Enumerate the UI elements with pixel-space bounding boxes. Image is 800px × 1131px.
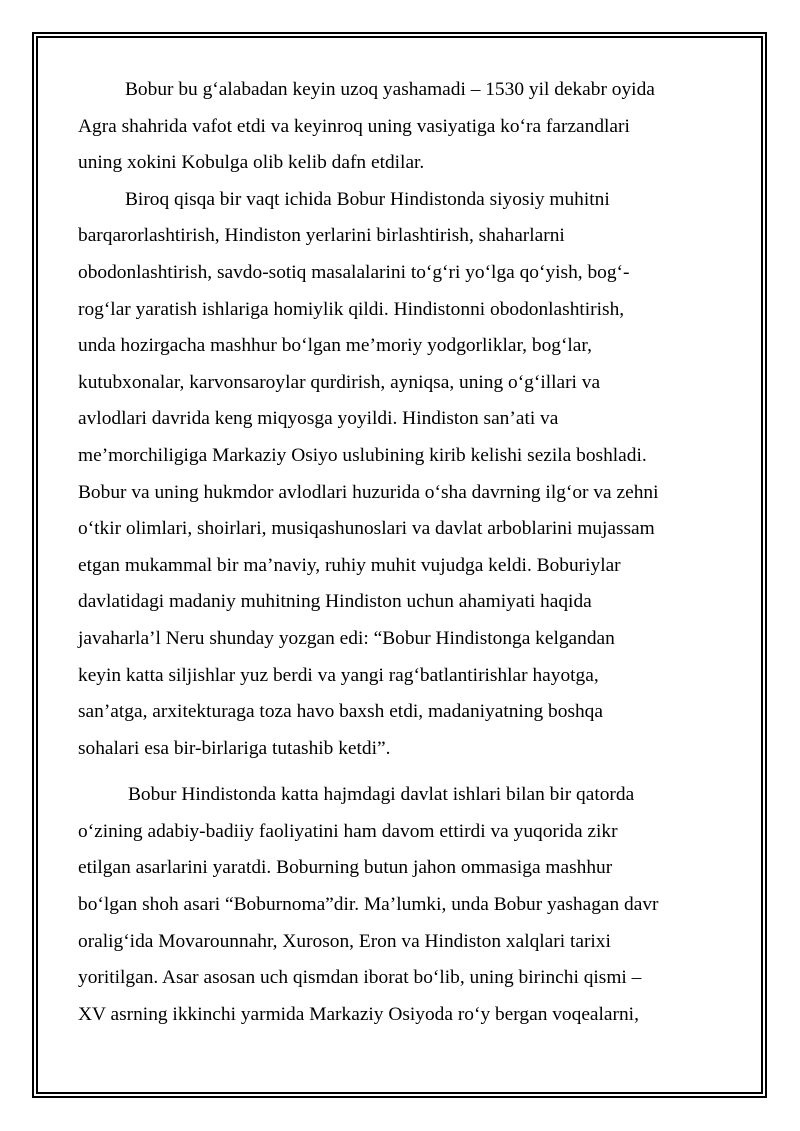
text-line: etgan mukammal bir ma’naviy, ruhiy muhit vujudga keldi. Boburiylar <box>78 554 621 576</box>
paragraph-spacer <box>78 767 726 777</box>
text-line: san’atga, arxitekturaga toza havo baxsh etdi, madaniyatning boshqa <box>78 701 603 723</box>
text-line: Bobur va uning hukmdor avlodlari huzurida o‘sha davrning ilg‘or va zehni <box>78 481 659 503</box>
text-line: javaharla’l Neru shunday yozgan edi: “Bobur Hindistonga kelgandan <box>78 627 615 649</box>
text-line: sohalari esa bir-birlariga tutashib ketdi”. <box>78 737 391 759</box>
text-line: avlodlari davrida keng miqyosga yoyildi. Hindiston san’ati va <box>78 408 559 430</box>
text-line: o‘zining adabiy-badiiy faoliyatini ham davom ettirdi va yuqorida zikr <box>78 820 618 842</box>
paragraph-1 <box>78 72 726 182</box>
text-line: kutubxonalar, karvonsaroylar qurdirish, ayniqsa, uning o‘g‘illari va <box>78 371 601 393</box>
text-line: Biroq qisqa bir vaqt ichida Bobur Hindistonda siyosiy muhitni <box>125 188 610 210</box>
text-line: obodonlashtirish, savdo-sotiq masalalarini to‘g‘ri yo‘lga qo‘yish, bog‘- <box>78 261 630 283</box>
text-line: barqarorlashtirish, Hindiston yerlarini birlashtirish, shaharlarni <box>78 225 565 247</box>
document-body <box>78 72 726 1033</box>
text-line: unda hozirgacha mashhur bo‘lgan me’moriy yodgorliklar, bog‘lar, <box>78 335 592 357</box>
text-line: Bobur Hindistonda katta hajmdagi davlat ishlari bilan bir qatorda <box>128 784 635 806</box>
text-line: o‘tkir olimlari, shoirlari, musiqashunoslari va davlat arboblarini mujassam <box>78 518 655 540</box>
text-line: bo‘lgan shoh asari “Boburnoma”dir. Ma’lumki, unda Bobur yashagan davr <box>78 894 659 916</box>
text-line: yoritilgan. Asar asosan uch qismdan iborat bo‘lib, uning birinchi qismi – <box>78 967 642 989</box>
text-line: rog‘lar yaratish ishlariga homiylik qildi. Hindistonni obodonlashtirish, <box>78 298 625 320</box>
text-line: etilgan asarlarini yaratdi. Boburning butun jahon ommasiga mashhur <box>78 857 613 879</box>
text-line: Agra shahrida vafot etdi va keyinroq uning vasiyatiga ko‘ra farzandlari <box>78 115 630 137</box>
text-line: oralig‘ida Movarounnahr, Xuroson, Eron va Hindiston xalqlari tarixi <box>78 930 611 952</box>
text-line: uning xokini Kobulga olib kelib dafn etdilar. <box>78 152 425 174</box>
text-line: keyin katta siljishlar yuz berdi va yangi rag‘batlantirishlar hayotga, <box>78 664 599 686</box>
text-line: Bobur bu g‘alabadan keyin uzoq yashamadi – 1530 yil dekabr oyida <box>125 79 655 100</box>
text-line: XV asrning ikkinchi yarmida Markaziy Osiyoda ro‘y bergan voqealarni, <box>78 1003 639 1025</box>
text-line: davlatidagi madaniy muhitning Hindiston uchun ahamiyati haqida <box>78 591 592 613</box>
paragraph-2 <box>78 182 726 768</box>
paragraph-3 <box>78 777 726 1033</box>
text-line: me’morchiligiga Markaziy Osiyo uslubining kirib kelishi sezila boshladi. <box>78 444 647 466</box>
